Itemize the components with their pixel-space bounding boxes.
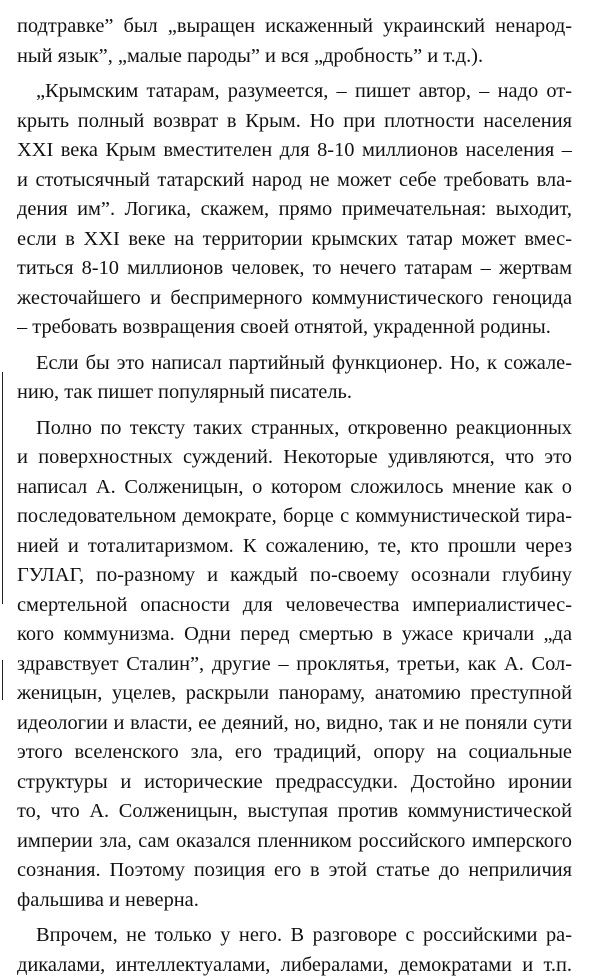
text-line: нией и тоталитаризмом. К сожалению, те, кто прошли через xyxy=(17,532,572,562)
text-line: жесточайшего и беспримерного коммунистического геноцида xyxy=(17,284,572,314)
text-line: написал А. Солженицын, о котором сложилось мнение как о xyxy=(17,473,572,503)
text-line: Если бы это написал партийный функционер. Но, к сожале- xyxy=(17,349,572,379)
text-line: и поверхностных суждений. Некоторые удивляются, что это xyxy=(17,443,572,473)
text-line: подтравке” был „выращен искаженный украинский ненарод- xyxy=(17,12,572,42)
text-line: ГУЛАГ, по-разному и каждый по-своему осознали глубину xyxy=(17,561,572,591)
text-line: „Крымским татарам, разумеется, – пишет автор, – надо от- xyxy=(17,77,572,107)
text-line: смертельной опасности для человечества империалистичес- xyxy=(17,591,572,621)
text-line: – требовать возвращения своей отнятой, украденной родины. xyxy=(17,313,572,343)
document-body xyxy=(17,12,572,980)
margin-scan-mark xyxy=(2,660,3,700)
paragraph xyxy=(17,921,572,980)
text-line: дения им”. Логика, скажем, прямо примечательная: выходит, xyxy=(17,195,572,225)
text-line: XXI века Крым вместителен для 8-10 миллионов населения – xyxy=(17,136,572,166)
text-line: сознания. Поэтому позиция его в этой статье до неприличия xyxy=(17,856,572,886)
text-line: кого коммунизма. Одни перед смертью в ужасе кричали „да xyxy=(17,620,572,650)
text-line: империи зла, сам оказался пленником российского имперского xyxy=(17,827,572,857)
text-line: фальшива и неверна. xyxy=(17,886,572,916)
text-line: последовательном демократе, борце с коммунистической тира- xyxy=(17,502,572,532)
paragraph xyxy=(17,349,572,408)
paragraph xyxy=(17,77,572,343)
text-line: Полно по тексту таких странных, откровенно реакционных xyxy=(17,414,572,444)
text-line: здравствует Сталин”, другие – проклятья, третьи, как А. Сол- xyxy=(17,650,572,680)
margin-scan-mark xyxy=(2,372,3,604)
paragraph xyxy=(17,12,572,71)
text-line: женицын, уцелев, раскрыли панораму, анатомию преступной xyxy=(17,679,572,709)
text-line: ный язык”, „малые пароды” и вся „дробность” и т.д.). xyxy=(17,42,572,72)
text-line: то, что А. Солженицын, выступая против коммунистической xyxy=(17,797,572,827)
text-line: и стотысячный татарский народ не может себе требовать вла- xyxy=(17,166,572,196)
text-line: крыть полный возврат в Крым. Но при плотности населения xyxy=(17,107,572,137)
text-line: структуры и исторические предрассудки. Достойно иронии xyxy=(17,768,572,798)
text-line: дикалами, интеллектуалами, либералами, демократами и т.п. xyxy=(17,951,572,980)
text-line: Впрочем, не только у него. В разговоре с российскими ра- xyxy=(17,921,572,951)
text-line: этого вселенского зла, его традиций, опору на социальные xyxy=(17,738,572,768)
text-line: нию, так пишет популярный писатель. xyxy=(17,378,572,408)
text-line: если в XXI веке на территории крымских татар может вмес- xyxy=(17,225,572,255)
text-line: титься 8-10 миллионов человек, то нечего татарам – жертвам xyxy=(17,254,572,284)
paragraph xyxy=(17,414,572,916)
text-line: идеологии и власти, ее деяний, но, видно, так и не поняли сути xyxy=(17,709,572,739)
